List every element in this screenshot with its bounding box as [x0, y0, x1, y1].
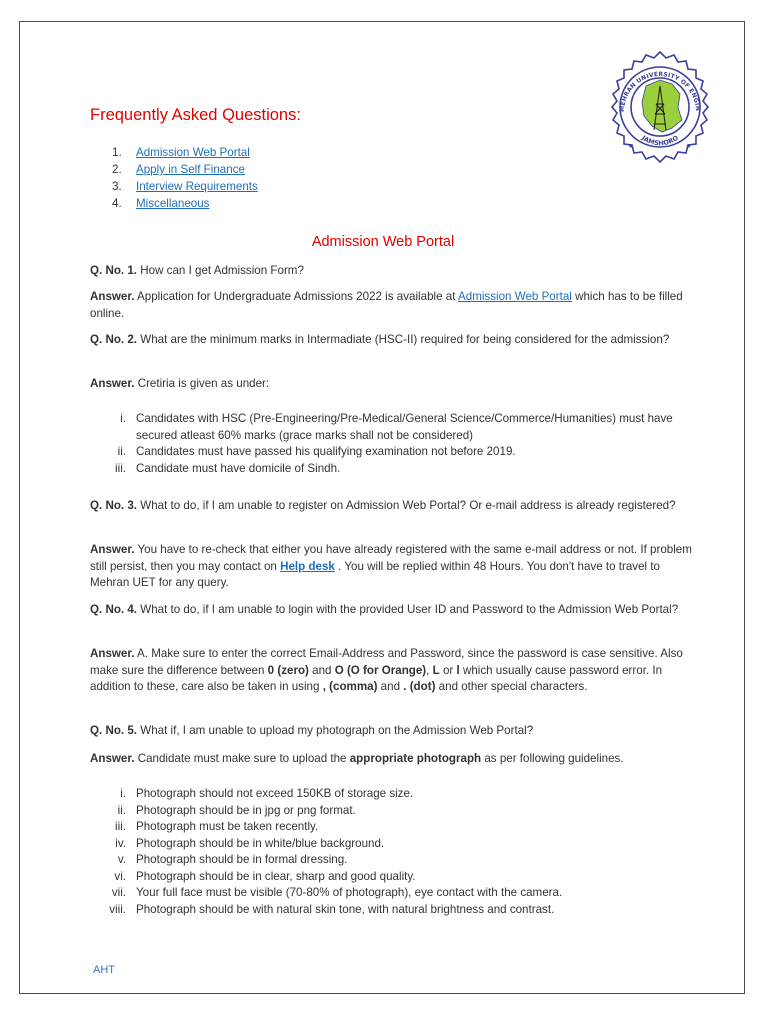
photo-guidelines-list — [90, 786, 696, 918]
list-item — [90, 836, 696, 853]
toc-number: 2. — [112, 163, 122, 176]
list-text: Photograph should be in formal dressing. — [136, 853, 348, 866]
answer-text: Application for Undergraduate Admissions 2022 is available at — [134, 290, 459, 303]
list-number: viii. — [109, 902, 126, 916]
question-4 — [90, 602, 696, 619]
question-text: What if, I am unable to upload my photograph on the Admission Web Portal? — [137, 724, 534, 737]
question-2 — [90, 332, 696, 349]
answer-label: Answer. — [90, 377, 135, 390]
list-item — [90, 819, 696, 836]
faq-title: Frequently Asked Questions: — [90, 106, 301, 124]
answer-text: and other special characters. — [435, 680, 588, 693]
svg-text:★: ★ — [686, 144, 692, 150]
toc-link-admission-web-portal[interactable]: Admission Web Portal — [136, 146, 250, 159]
answer-emphasis: l — [456, 663, 460, 677]
answer-emphasis: O (O for Orange) — [334, 663, 427, 677]
list-item — [90, 803, 696, 820]
footer-initials: AHT — [93, 964, 115, 976]
list-item — [90, 444, 696, 461]
question-label: Q. No. 4. — [90, 603, 138, 616]
question-label: Q. No. 5. — [90, 724, 138, 737]
list-text: Photograph should be in clear, sharp and good quality. — [136, 869, 416, 883]
answer-emphasis: appropriate photograph — [349, 752, 482, 765]
answer-4 — [90, 646, 696, 696]
answer-label: Answer. — [90, 543, 135, 556]
university-logo — [602, 46, 718, 178]
answer-1 — [90, 289, 696, 322]
answer-text: which usually cause password error. In addition to these, care also be taken in using — [90, 663, 663, 693]
answer-emphasis: , (comma) — [322, 680, 378, 693]
list-number: iv. — [115, 836, 126, 850]
answer-2 — [90, 376, 696, 393]
list-item — [90, 852, 696, 869]
list-number: ii. — [117, 445, 126, 458]
list-text: Your full face must be visible (70-80% of photograph), eye contact with the camera. — [136, 886, 563, 899]
list-text: Candidates with HSC (Pre-Engineering/Pre-Medical/General Science/Commerce/Humanities) must have secured atleast 60% marks (grace marks shall not be considered) — [136, 412, 673, 442]
answer-text: and — [377, 680, 404, 693]
toc-number: 3. — [112, 180, 122, 193]
toc-link-apply-self-finance[interactable]: Apply in Self Finance — [136, 163, 245, 176]
list-item — [90, 902, 696, 919]
logo-ring-text: MEHRAN UNIVERSITY OF ENGIN — [618, 70, 702, 113]
answer-text: Cretiria is given as under: — [134, 377, 270, 390]
list-text: Candidate must have domicile of Sindh. — [136, 461, 341, 475]
list-text: Photograph must be taken recently. — [136, 820, 319, 833]
answer-text: You have to re-check that either you have already registered with the same e-mail address or not. If problem still persist, then you may contact on — [90, 543, 692, 573]
answer-emphasis: 0 (zero) — [267, 663, 309, 677]
toc-item — [112, 144, 258, 161]
toc-link-interview-requirements[interactable]: Interview Requirements — [136, 180, 258, 193]
answer-text: A. Make sure to enter the correct Email-Address and Password, since the password is case sensitive. Also make sure the difference between — [90, 647, 683, 677]
question-3 — [90, 498, 696, 515]
answer-emphasis: . (dot) — [403, 680, 436, 693]
list-item — [90, 411, 696, 444]
question-text: How can I get Admission Form? — [137, 264, 304, 277]
answer-label: Answer. — [90, 647, 135, 660]
toc-item — [112, 195, 258, 212]
university-seal-icon — [602, 46, 718, 178]
toc-number: 4. — [112, 197, 122, 210]
toc-item — [112, 161, 258, 178]
question-label: Q. No. 3. — [90, 499, 138, 512]
question-1 — [90, 263, 696, 280]
answer-text: which has to be filled online. — [90, 290, 683, 320]
admission-web-portal-link[interactable]: Admission Web Portal — [458, 290, 572, 303]
list-number: vii. — [111, 886, 126, 899]
question-5 — [90, 723, 696, 740]
question-text: What to do, if I am unable to login with the provided User ID and Password to the Admission Web Portal? — [137, 603, 679, 616]
help-desk-link[interactable]: Help desk — [280, 559, 335, 573]
svg-text:★: ★ — [628, 144, 634, 150]
answer-label: Answer. — [90, 290, 135, 303]
toc-link-miscellaneous[interactable]: Miscellaneous — [136, 197, 210, 210]
answer-text: , — [426, 663, 433, 677]
answer-text: Candidate must make sure to upload the — [134, 752, 350, 765]
question-text: What are the minimum marks in Intermadiate (HSC-II) required for being considered for the admission? — [137, 333, 670, 346]
answer-text: or — [439, 663, 457, 677]
section-title: Admission Web Portal — [311, 234, 455, 250]
answer-emphasis: L — [432, 663, 440, 677]
question-label: Q. No. 1. — [90, 264, 138, 277]
answer-text: as per following guidelines. — [481, 752, 624, 765]
document-page — [19, 21, 745, 994]
answer-5 — [90, 751, 696, 768]
answer-text: . You will be replied within 48 Hours. You don't have to travel to Mehran UET for any query. — [90, 559, 661, 589]
list-text: Photograph should be in jpg or png format. — [136, 803, 356, 817]
list-number: iii. — [115, 461, 126, 475]
list-item — [90, 461, 696, 478]
criteria-list — [90, 411, 696, 477]
answer-3 — [90, 542, 696, 592]
table-of-contents — [112, 144, 258, 212]
list-item — [90, 885, 696, 902]
toc-number: 1. — [112, 146, 122, 159]
list-number: i. — [120, 412, 126, 425]
list-number: i. — [120, 787, 126, 800]
logo-bottom-text: JAMSHORO — [640, 133, 680, 148]
list-number: ii. — [117, 803, 126, 817]
list-text: Photograph should not exceed 150KB of storage size. — [136, 787, 414, 800]
list-text: Photograph should be with natural skin tone, with natural brightness and contrast. — [136, 902, 555, 916]
list-text: Candidates must have passed his qualifying examination not before 2019. — [136, 445, 516, 458]
list-number: v. — [117, 853, 126, 866]
toc-item — [112, 178, 258, 195]
list-number: vi. — [114, 869, 126, 883]
question-text: What to do, if I am unable to register on Admission Web Portal? Or e-mail address is already registered? — [137, 499, 676, 512]
answer-label: Answer. — [90, 752, 135, 765]
answer-text: and — [308, 663, 335, 677]
list-text: Photograph should be in white/blue background. — [136, 836, 385, 850]
list-number: iii. — [115, 820, 126, 833]
question-label: Q. No. 2. — [90, 333, 138, 346]
list-item — [90, 869, 696, 886]
list-item — [90, 786, 696, 803]
